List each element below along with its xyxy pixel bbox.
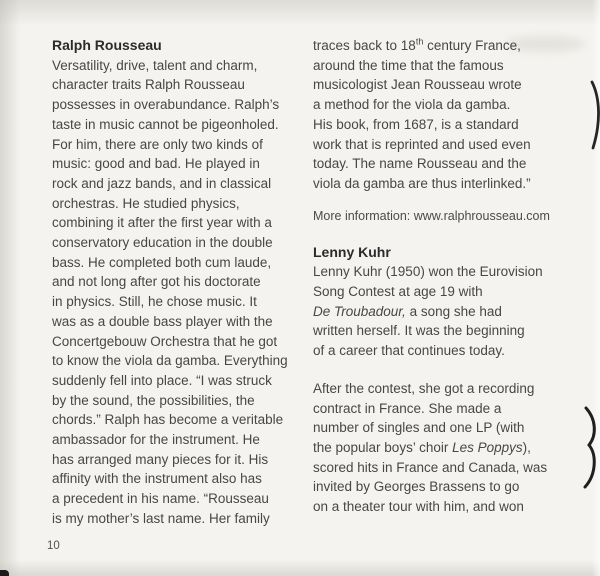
text-line: conservatory education in the double bbox=[52, 235, 273, 251]
lenny-career-paragraph bbox=[313, 379, 575, 517]
text-line: to know the viola da gamba. Everything bbox=[52, 353, 288, 369]
text-line: contract in France. She made a bbox=[313, 400, 502, 416]
text-segment: a song she had bbox=[405, 303, 502, 319]
text-line: around the time that the famous bbox=[313, 57, 504, 73]
text-line: possesses in overabundance. Ralph’s bbox=[52, 97, 280, 113]
artist-heading-ralph: Ralph Rousseau bbox=[52, 37, 162, 53]
text-line: a precedent in his name. “Rousseau bbox=[52, 491, 269, 507]
scan-shading-top bbox=[0, 0, 600, 26]
page-number: 10 bbox=[47, 540, 60, 552]
text-line: For him, there are only two kinds of bbox=[52, 136, 263, 152]
text-line: ambassador for the instrument. He bbox=[52, 432, 260, 448]
artist-heading-lenny: Lenny Kuhr bbox=[313, 243, 391, 260]
text-line: His book, from 1687, is a standard bbox=[313, 116, 519, 132]
text-line: Concertgebouw Orchestra that he got bbox=[52, 333, 278, 349]
text-line: chords.” Ralph has become a veritable bbox=[52, 412, 284, 428]
text-line: invited by Georges Brassens to go bbox=[313, 479, 520, 495]
text-line: character traits Ralph Rousseau bbox=[52, 77, 245, 93]
text-line: After the contest, she got a recording bbox=[313, 380, 535, 396]
text-segment: traces back to 18 bbox=[313, 38, 416, 53]
text-line: affinity with the instrument also has bbox=[52, 471, 262, 487]
text-line bbox=[313, 438, 575, 458]
text-line: bass. He completed both cum laude, bbox=[52, 254, 272, 270]
text-line: musicologist Jean Rousseau wrote bbox=[313, 77, 522, 93]
scan-shading-left bbox=[0, 0, 20, 576]
text-line: taste in music cannot be pigeonholed. bbox=[52, 116, 279, 132]
text-line: suddenly fell into place. “I was struck bbox=[52, 372, 272, 388]
page-edge-ink-mark-top bbox=[589, 80, 600, 152]
text-segment: century France, bbox=[423, 38, 521, 53]
text-segment: the popular boys’ choir bbox=[313, 439, 453, 455]
text-line: in physics. Still, he chose music. It bbox=[52, 294, 257, 310]
text-line: scored hits in France and Canada, was bbox=[313, 459, 548, 475]
text-line: written herself. It was the beginning bbox=[313, 323, 525, 339]
text-line: Versatility, drive, talent and charm, bbox=[52, 57, 258, 73]
text-line: today. The name Rousseau and the bbox=[313, 156, 527, 172]
right-column bbox=[313, 36, 575, 517]
text-line: viola da gamba are thus interlinked.” bbox=[313, 175, 531, 191]
more-info-line: More information: www.ralphrousseau.com bbox=[313, 208, 550, 223]
text-line: music: good and bad. He played in bbox=[52, 156, 260, 172]
text-line: by the sound, the possibilities, the bbox=[52, 392, 255, 408]
text-line: orchestras. He studied physics, bbox=[52, 195, 240, 211]
text-line bbox=[313, 36, 575, 56]
text-line: was as a double bass player with the bbox=[52, 313, 273, 329]
text-line: and not long after got his doctorate bbox=[52, 274, 261, 290]
text-line bbox=[313, 302, 575, 322]
text-line: of a career that continues today. bbox=[313, 343, 505, 359]
lenny-bio-paragraph bbox=[313, 262, 575, 361]
scan-shading-right bbox=[592, 0, 600, 576]
text-line: on a theater tour with him, and won bbox=[313, 499, 524, 515]
text-line: Lenny Kuhr (1950) won the Eurovision bbox=[313, 264, 543, 280]
text-segment: ), bbox=[522, 439, 531, 455]
ralph-bio-continued-paragraph bbox=[313, 36, 575, 194]
text-line: number of singles and one LP (with bbox=[313, 420, 525, 436]
text-line: is my mother’s last name. Her family bbox=[52, 510, 270, 526]
text-line: has arranged many pieces for it. His bbox=[52, 451, 269, 467]
scan-corner-mark bbox=[0, 570, 9, 576]
text-line: Song Contest at age 19 with bbox=[313, 284, 483, 300]
text-line: work that is reprinted and used even bbox=[313, 136, 531, 152]
italic-text: De Troubadour, bbox=[313, 303, 406, 319]
superscript-text: th bbox=[415, 36, 424, 47]
scan-shading-bottom bbox=[0, 560, 600, 576]
text-line: combining it after the first year with a bbox=[52, 215, 272, 231]
italic-text: Les Poppys bbox=[452, 439, 523, 455]
left-column bbox=[52, 36, 313, 529]
text-line: rock and jazz bands, and in classical bbox=[52, 175, 272, 191]
ralph-bio-paragraph bbox=[52, 56, 313, 529]
page-edge-ink-mark-bottom bbox=[580, 405, 600, 491]
text-line: a method for the viola da gamba. bbox=[313, 97, 511, 113]
